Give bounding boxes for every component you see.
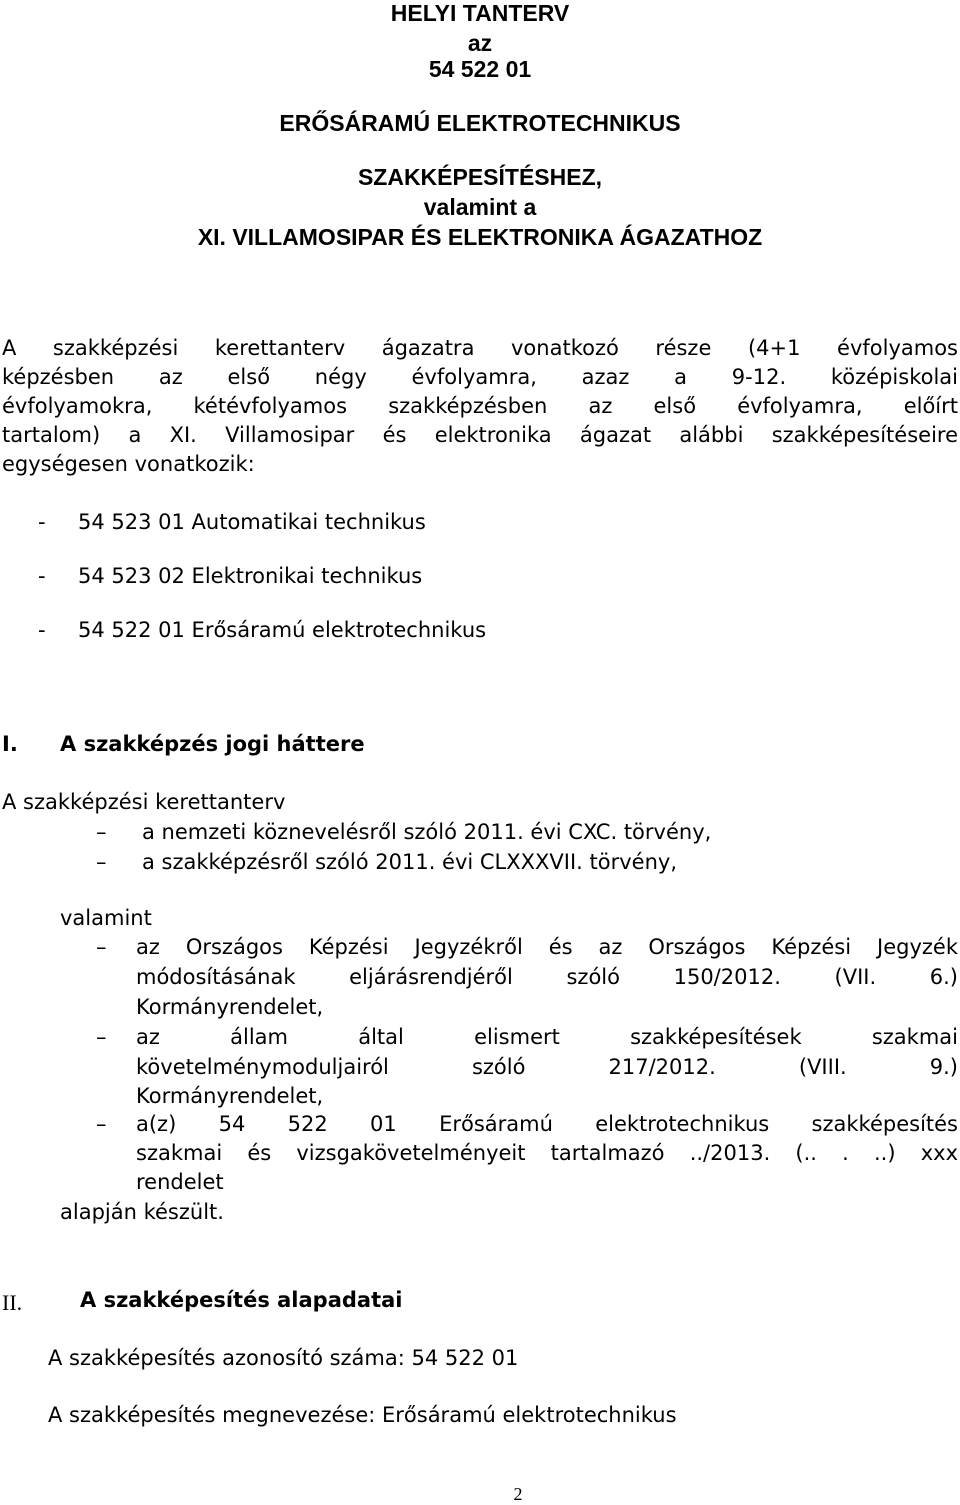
reg-2-line-1: az állam által elismert szakképesítések szakmai bbox=[136, 1025, 958, 1049]
list-dash: – bbox=[96, 1025, 107, 1049]
list-item: 54 523 01 Automatikai technikus bbox=[78, 510, 426, 534]
law-item: a nemzeti köznevelésről szóló 2011. évi CXC. törvény, bbox=[142, 820, 712, 844]
section-1-number: I. bbox=[2, 732, 18, 756]
intro-line-2: képzésben az első négy évfolyamra, azaz a 9-12. középiskolai bbox=[2, 365, 958, 389]
list-dash: - bbox=[38, 618, 46, 642]
list-dash: – bbox=[96, 850, 107, 874]
section-2-title: A szakképesítés alapadatai bbox=[80, 1288, 403, 1312]
reg-1-line-3: Kormányrendelet, bbox=[136, 995, 324, 1019]
page-number: 2 bbox=[513, 1484, 523, 1504]
also-text: valamint bbox=[60, 906, 152, 930]
doc-code: 54 522 01 bbox=[428, 56, 532, 82]
list-item: 54 522 01 Erősáramú elektrotechnikus bbox=[78, 618, 487, 642]
section-2-number: II. bbox=[2, 1290, 23, 1315]
legal-closing: alapján készült. bbox=[60, 1200, 224, 1224]
doc-title-az: az bbox=[467, 30, 493, 56]
reg-3-line-1: a(z) 54 522 01 Erősáramú elektrotechnikus szakképesítés bbox=[136, 1112, 958, 1136]
qualification-name: A szakképesítés megnevezése: Erősáramú elektrotechnikus bbox=[48, 1403, 677, 1427]
qualification-id: A szakképesítés azonosító száma: 54 522 01 bbox=[48, 1346, 519, 1370]
intro-line-5: egységesen vonatkozik: bbox=[2, 452, 255, 476]
reg-1-line-2: módosításának eljárásrendjéről szóló 150/2012. (VII. 6.) bbox=[136, 965, 958, 989]
list-dash: – bbox=[96, 935, 107, 959]
reg-1-line-1: az Országos Képzési Jegyzékről és az Országos Képzési Jegyzék bbox=[136, 935, 958, 959]
legal-lead: A szakképzési kerettanterv bbox=[2, 790, 286, 814]
list-dash: – bbox=[96, 820, 107, 844]
intro-line-4: tartalom) a XI. Villamosipar és elektronika ágazat alábbi szakképesítéseire bbox=[2, 423, 958, 447]
doc-title: HELYI TANTERV bbox=[390, 0, 570, 26]
doc-sector: XI. VILLAMOSIPAR ÉS ELEKTRONIKA ÁGAZATHOZ bbox=[197, 224, 763, 250]
list-dash: - bbox=[38, 564, 46, 588]
doc-subtitle-1: SZAKKÉPESÍTÉSHEZ, bbox=[357, 164, 603, 190]
reg-2-line-2: követelménymoduljairól szóló 217/2012. (VIII. 9.) bbox=[136, 1055, 958, 1079]
doc-qualification: ERŐSÁRAMÚ ELEKTROTECHNIKUS bbox=[279, 110, 681, 136]
list-dash: - bbox=[38, 510, 46, 534]
list-dash: – bbox=[96, 1112, 107, 1136]
doc-subtitle-2: valamint a bbox=[423, 194, 537, 220]
list-item: 54 523 02 Elektronikai technikus bbox=[78, 564, 423, 588]
intro-line-1: A szakképzési kerettanterv ágazatra vonatkozó része (4+1 évfolyamos bbox=[2, 336, 958, 360]
reg-2-line-3: Kormányrendelet, bbox=[136, 1084, 324, 1108]
reg-3-line-3: rendelet bbox=[136, 1170, 224, 1194]
section-1-title: A szakképzés jogi háttere bbox=[60, 732, 365, 756]
reg-3-line-2: szakmai és vizsgakövetelményeit tartalmazó ../2013. (.. . ..) xxx bbox=[136, 1141, 958, 1165]
law-item: a szakképzésről szóló 2011. évi CLXXXVII. törvény, bbox=[142, 850, 677, 874]
intro-line-3: évfolyamokra, kétévfolyamos szakképzésben az első évfolyamra, előírt bbox=[2, 394, 958, 418]
